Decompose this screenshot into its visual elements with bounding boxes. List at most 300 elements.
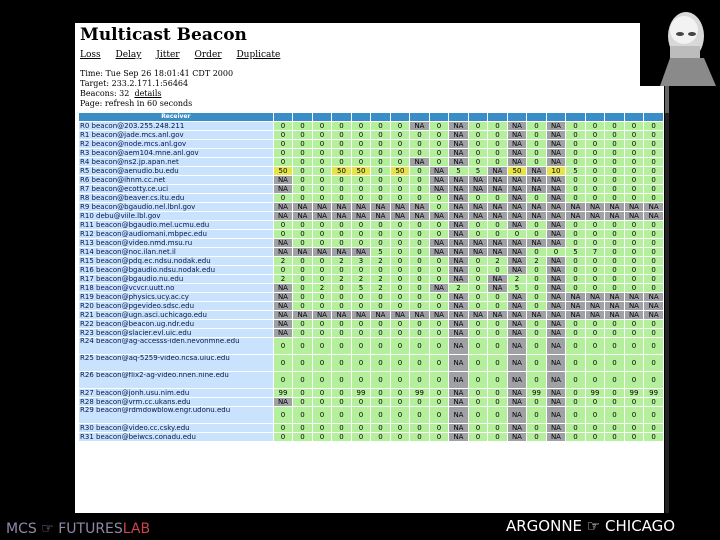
ok-cell[interactable]: 0 xyxy=(605,284,624,292)
ok-cell[interactable]: 0 xyxy=(644,320,663,328)
ok-cell[interactable]: 0 xyxy=(410,329,429,337)
ok-cell[interactable]: 0 xyxy=(332,185,351,193)
ok-cell[interactable]: 0 xyxy=(332,158,351,166)
na-cell[interactable]: NA xyxy=(449,149,468,157)
ok-cell[interactable]: 0 xyxy=(352,302,371,310)
na-cell[interactable]: NA xyxy=(352,203,371,211)
ok-cell[interactable]: 0 xyxy=(313,329,332,337)
ok-cell[interactable]: 0 xyxy=(488,140,507,148)
vertical-scrollbar[interactable] xyxy=(665,23,669,513)
ok-cell[interactable]: 0 xyxy=(644,284,663,292)
ok-cell[interactable]: 99 xyxy=(644,389,663,397)
ok-cell[interactable]: 0 xyxy=(352,185,371,193)
ok-cell[interactable]: 0 xyxy=(410,167,429,175)
ok-cell[interactable]: 0 xyxy=(293,338,312,354)
ok-cell[interactable]: 0 xyxy=(586,167,605,175)
ok-cell[interactable]: 0 xyxy=(469,131,488,139)
na-cell[interactable]: NA xyxy=(508,176,527,184)
ok-cell[interactable]: 0 xyxy=(625,372,644,388)
ok-cell[interactable]: 0 xyxy=(586,122,605,130)
ok-cell[interactable]: 0 xyxy=(293,398,312,406)
ok-cell[interactable]: 0 xyxy=(371,131,390,139)
receiver-name[interactable]: R2 beacon@node.mcs.anl.gov xyxy=(79,140,273,148)
ok-cell[interactable]: 0 xyxy=(430,398,449,406)
ok-cell[interactable]: 0 xyxy=(527,424,546,432)
column-header-sender[interactable] xyxy=(625,113,644,121)
na-cell[interactable]: NA xyxy=(449,338,468,354)
ok-cell[interactable]: 0 xyxy=(527,372,546,388)
ok-cell[interactable]: 0 xyxy=(430,355,449,371)
ok-cell[interactable]: 0 xyxy=(410,176,429,184)
na-cell[interactable]: NA xyxy=(332,248,351,256)
receiver-name[interactable]: R10 debu@viile.lbl.gov xyxy=(79,212,273,220)
na-cell[interactable]: NA xyxy=(566,311,585,319)
ok-cell[interactable]: 0 xyxy=(391,230,410,238)
ok-cell[interactable]: 0 xyxy=(274,158,293,166)
ok-cell[interactable]: 0 xyxy=(410,194,429,202)
ok-cell[interactable]: 0 xyxy=(586,239,605,247)
na-cell[interactable]: NA xyxy=(313,203,332,211)
ok-cell[interactable]: 0 xyxy=(391,329,410,337)
ok-cell[interactable]: 0 xyxy=(332,131,351,139)
na-cell[interactable]: NA xyxy=(547,293,566,301)
ok-cell[interactable]: 0 xyxy=(527,398,546,406)
ok-cell[interactable]: 0 xyxy=(313,407,332,423)
ok-cell[interactable]: 0 xyxy=(566,433,585,441)
ok-cell[interactable]: 0 xyxy=(625,185,644,193)
column-header-sender[interactable] xyxy=(410,113,429,121)
ok-cell[interactable]: 0 xyxy=(313,398,332,406)
ok-cell[interactable]: 0 xyxy=(371,122,390,130)
na-cell[interactable]: NA xyxy=(644,212,663,220)
ok-cell[interactable]: 0 xyxy=(391,158,410,166)
ok-cell[interactable]: 0 xyxy=(644,355,663,371)
ok-cell[interactable]: 0 xyxy=(527,248,546,256)
ok-cell[interactable]: 0 xyxy=(332,239,351,247)
ok-cell[interactable]: 0 xyxy=(274,433,293,441)
na-cell[interactable]: NA xyxy=(469,176,488,184)
na-cell[interactable]: NA xyxy=(527,239,546,247)
ok-cell[interactable]: 0 xyxy=(625,398,644,406)
nav-jitter-link[interactable]: Jitter xyxy=(156,50,180,60)
nav-loss-link[interactable]: Loss xyxy=(80,50,101,60)
column-header-sender[interactable] xyxy=(527,113,546,121)
ok-cell[interactable]: 0 xyxy=(410,320,429,328)
na-cell[interactable]: NA xyxy=(547,424,566,432)
ok-cell[interactable]: 5 xyxy=(352,284,371,292)
ok-cell[interactable]: 0 xyxy=(586,320,605,328)
ok-cell[interactable]: 0 xyxy=(566,389,585,397)
ok-cell[interactable]: 0 xyxy=(313,257,332,265)
na-cell[interactable]: NA xyxy=(547,257,566,265)
ok-cell[interactable]: 0 xyxy=(410,257,429,265)
column-header-sender[interactable] xyxy=(371,113,390,121)
receiver-name[interactable]: R27 beacon@jonh.usu.nim.edu xyxy=(79,389,273,397)
ok-cell[interactable]: 0 xyxy=(644,239,663,247)
ok-cell[interactable]: 0 xyxy=(313,167,332,175)
na-cell[interactable]: NA xyxy=(371,311,390,319)
ok-cell[interactable]: 0 xyxy=(332,320,351,328)
receiver-name[interactable]: R15 beacon@pdq.ec.ndsu.nodak.edu xyxy=(79,257,273,265)
ok-cell[interactable]: 0 xyxy=(566,194,585,202)
ok-cell[interactable]: 0 xyxy=(430,293,449,301)
ok-cell[interactable]: 0 xyxy=(332,293,351,301)
na-cell[interactable]: NA xyxy=(449,230,468,238)
ok-cell[interactable]: 0 xyxy=(488,131,507,139)
ok-cell[interactable]: 0 xyxy=(605,257,624,265)
na-cell[interactable]: NA xyxy=(469,212,488,220)
ok-cell[interactable]: 0 xyxy=(352,158,371,166)
ok-cell[interactable]: 0 xyxy=(488,329,507,337)
na-cell[interactable]: NA xyxy=(449,212,468,220)
ok-cell[interactable]: 0 xyxy=(566,185,585,193)
ok-cell[interactable]: 0 xyxy=(352,149,371,157)
na-cell[interactable]: NA xyxy=(410,203,429,211)
ok-cell[interactable]: 0 xyxy=(469,389,488,397)
ok-cell[interactable]: 0 xyxy=(625,194,644,202)
na-cell[interactable]: NA xyxy=(527,176,546,184)
ok-cell[interactable]: 0 xyxy=(469,275,488,283)
na-cell[interactable]: NA xyxy=(566,293,585,301)
ok-cell[interactable]: 2 xyxy=(274,275,293,283)
receiver-name[interactable]: R19 beacon@physics.ucy.ac.cy xyxy=(79,293,273,301)
ok-cell[interactable]: 0 xyxy=(488,266,507,274)
ok-cell[interactable]: 0 xyxy=(644,230,663,238)
ok-cell[interactable]: 0 xyxy=(644,221,663,229)
na-cell[interactable]: NA xyxy=(449,320,468,328)
column-header-sender[interactable] xyxy=(352,113,371,121)
ok-cell[interactable]: 0 xyxy=(586,230,605,238)
ok-cell[interactable]: 0 xyxy=(313,338,332,354)
ok-cell[interactable]: 0 xyxy=(410,248,429,256)
column-header-sender[interactable] xyxy=(644,113,663,121)
ok-cell[interactable]: 0 xyxy=(371,293,390,301)
ok-cell[interactable]: 0 xyxy=(371,372,390,388)
ok-cell[interactable]: 0 xyxy=(586,329,605,337)
ok-cell[interactable]: 0 xyxy=(313,433,332,441)
na-cell[interactable]: NA xyxy=(508,131,527,139)
ok-cell[interactable]: 0 xyxy=(410,398,429,406)
ok-cell[interactable]: 0 xyxy=(371,185,390,193)
ok-cell[interactable]: 0 xyxy=(391,372,410,388)
ok-cell[interactable]: 0 xyxy=(410,338,429,354)
column-header-sender[interactable] xyxy=(605,113,624,121)
na-cell[interactable]: NA xyxy=(508,329,527,337)
ok-cell[interactable]: 0 xyxy=(488,372,507,388)
ok-cell[interactable]: 0 xyxy=(430,433,449,441)
na-cell[interactable]: NA xyxy=(605,302,624,310)
ok-cell[interactable]: 0 xyxy=(625,158,644,166)
ok-cell[interactable]: 0 xyxy=(332,338,351,354)
ok-cell[interactable]: 0 xyxy=(410,284,429,292)
ok-cell[interactable]: 0 xyxy=(274,407,293,423)
receiver-name[interactable]: R14 beacon@noc.ilan.net.il xyxy=(79,248,273,256)
na-cell[interactable]: NA xyxy=(644,293,663,301)
ok-cell[interactable]: 0 xyxy=(352,407,371,423)
receiver-name[interactable]: R16 beacon@bgaudio.ndsu.nodak.edu xyxy=(79,266,273,274)
ok-cell[interactable]: 0 xyxy=(566,221,585,229)
na-cell[interactable]: NA xyxy=(508,158,527,166)
ok-cell[interactable]: 0 xyxy=(644,176,663,184)
ok-cell[interactable]: 0 xyxy=(644,248,663,256)
na-cell[interactable]: NA xyxy=(313,212,332,220)
ok-cell[interactable]: 0 xyxy=(605,194,624,202)
na-cell[interactable]: NA xyxy=(449,389,468,397)
ok-cell[interactable]: 0 xyxy=(313,424,332,432)
ok-cell[interactable]: 0 xyxy=(605,398,624,406)
na-cell[interactable]: NA xyxy=(508,212,527,220)
ok-cell[interactable]: 99 xyxy=(352,389,371,397)
ok-cell[interactable]: 0 xyxy=(644,122,663,130)
na-cell[interactable]: NA xyxy=(352,248,371,256)
na-cell[interactable]: NA xyxy=(449,248,468,256)
na-cell[interactable]: NA xyxy=(449,424,468,432)
column-header-sender[interactable] xyxy=(449,113,468,121)
ok-cell[interactable]: 5 xyxy=(449,167,468,175)
ok-cell[interactable]: 0 xyxy=(293,221,312,229)
ok-cell[interactable]: 0 xyxy=(371,320,390,328)
ok-cell[interactable]: 0 xyxy=(566,149,585,157)
ok-cell[interactable]: 0 xyxy=(410,355,429,371)
na-cell[interactable]: NA xyxy=(488,203,507,211)
na-cell[interactable]: NA xyxy=(430,167,449,175)
ok-cell[interactable]: 0 xyxy=(527,275,546,283)
ok-cell[interactable]: 0 xyxy=(391,239,410,247)
ok-cell[interactable]: 0 xyxy=(371,407,390,423)
ok-cell[interactable]: 0 xyxy=(274,424,293,432)
ok-cell[interactable]: 0 xyxy=(371,302,390,310)
na-cell[interactable]: NA xyxy=(488,239,507,247)
na-cell[interactable]: NA xyxy=(508,149,527,157)
ok-cell[interactable]: 0 xyxy=(293,389,312,397)
ok-cell[interactable]: 0 xyxy=(274,194,293,202)
ok-cell[interactable]: 0 xyxy=(605,131,624,139)
ok-cell[interactable]: 0 xyxy=(391,338,410,354)
column-header-sender[interactable] xyxy=(469,113,488,121)
na-cell[interactable]: NA xyxy=(430,185,449,193)
na-cell[interactable]: NA xyxy=(293,203,312,211)
na-cell[interactable]: NA xyxy=(625,311,644,319)
na-cell[interactable]: NA xyxy=(586,203,605,211)
na-cell[interactable]: NA xyxy=(469,311,488,319)
nav-delay-link[interactable]: Delay xyxy=(115,50,142,60)
ok-cell[interactable]: 0 xyxy=(469,122,488,130)
loss-cell[interactable]: 50 xyxy=(332,167,351,175)
ok-cell[interactable]: 0 xyxy=(527,302,546,310)
ok-cell[interactable]: 0 xyxy=(313,355,332,371)
na-cell[interactable]: NA xyxy=(605,212,624,220)
ok-cell[interactable]: 0 xyxy=(313,221,332,229)
ok-cell[interactable]: 0 xyxy=(332,176,351,184)
ok-cell[interactable]: 0 xyxy=(605,433,624,441)
na-cell[interactable]: NA xyxy=(586,293,605,301)
ok-cell[interactable]: 0 xyxy=(566,230,585,238)
receiver-name[interactable]: R9 beacon@bgaudio.nel.lbnl.gov xyxy=(79,203,273,211)
na-cell[interactable]: NA xyxy=(469,185,488,193)
ok-cell[interactable]: 0 xyxy=(586,131,605,139)
ok-cell[interactable]: 99 xyxy=(625,389,644,397)
ok-cell[interactable]: 0 xyxy=(332,302,351,310)
ok-cell[interactable]: 0 xyxy=(644,140,663,148)
ok-cell[interactable]: 0 xyxy=(371,176,390,184)
ok-cell[interactable]: 0 xyxy=(625,149,644,157)
receiver-name[interactable]: R22 beacon@beacon.ug.ndr.edu xyxy=(79,320,273,328)
ok-cell[interactable]: 0 xyxy=(274,122,293,130)
ok-cell[interactable]: 0 xyxy=(527,355,546,371)
ok-cell[interactable]: 99 xyxy=(410,389,429,397)
ok-cell[interactable]: 0 xyxy=(605,248,624,256)
ok-cell[interactable]: 0 xyxy=(430,389,449,397)
ok-cell[interactable]: 0 xyxy=(293,355,312,371)
ok-cell[interactable]: 0 xyxy=(410,221,429,229)
ok-cell[interactable]: 0 xyxy=(605,122,624,130)
ok-cell[interactable]: 0 xyxy=(293,158,312,166)
na-cell[interactable]: NA xyxy=(371,212,390,220)
na-cell[interactable]: NA xyxy=(274,185,293,193)
na-cell[interactable]: NA xyxy=(508,338,527,354)
ok-cell[interactable]: 0 xyxy=(430,230,449,238)
na-cell[interactable]: NA xyxy=(547,239,566,247)
ok-cell[interactable]: 0 xyxy=(391,176,410,184)
ok-cell[interactable]: 0 xyxy=(293,424,312,432)
ok-cell[interactable]: 0 xyxy=(625,284,644,292)
ok-cell[interactable]: 0 xyxy=(410,239,429,247)
ok-cell[interactable]: 0 xyxy=(586,158,605,166)
ok-cell[interactable]: 0 xyxy=(410,230,429,238)
na-cell[interactable]: NA xyxy=(508,266,527,274)
ok-cell[interactable]: 0 xyxy=(293,266,312,274)
ok-cell[interactable]: 0 xyxy=(410,275,429,283)
ok-cell[interactable]: 0 xyxy=(313,389,332,397)
na-cell[interactable]: NA xyxy=(410,158,429,166)
na-cell[interactable]: NA xyxy=(605,203,624,211)
na-cell[interactable]: NA xyxy=(430,212,449,220)
ok-cell[interactable]: 0 xyxy=(469,266,488,274)
ok-cell[interactable]: 0 xyxy=(527,266,546,274)
ok-cell[interactable]: 0 xyxy=(352,176,371,184)
ok-cell[interactable]: 0 xyxy=(644,257,663,265)
ok-cell[interactable]: 0 xyxy=(391,355,410,371)
ok-cell[interactable]: 0 xyxy=(371,355,390,371)
na-cell[interactable]: NA xyxy=(449,302,468,310)
ok-cell[interactable]: 0 xyxy=(352,355,371,371)
na-cell[interactable]: NA xyxy=(508,194,527,202)
ok-cell[interactable]: 0 xyxy=(625,176,644,184)
ok-cell[interactable]: 0 xyxy=(332,194,351,202)
na-cell[interactable]: NA xyxy=(508,389,527,397)
na-cell[interactable]: NA xyxy=(332,212,351,220)
ok-cell[interactable]: 0 xyxy=(547,248,566,256)
ok-cell[interactable]: 0 xyxy=(605,329,624,337)
ok-cell[interactable]: 0 xyxy=(391,185,410,193)
ok-cell[interactable]: 0 xyxy=(391,131,410,139)
na-cell[interactable]: NA xyxy=(449,122,468,130)
ok-cell[interactable]: 0 xyxy=(527,407,546,423)
ok-cell[interactable]: 0 xyxy=(274,355,293,371)
ok-cell[interactable]: 0 xyxy=(430,275,449,283)
ok-cell[interactable]: 0 xyxy=(488,302,507,310)
ok-cell[interactable]: 0 xyxy=(586,424,605,432)
ok-cell[interactable]: 0 xyxy=(313,239,332,247)
na-cell[interactable]: NA xyxy=(449,194,468,202)
ok-cell[interactable]: 0 xyxy=(313,185,332,193)
na-cell[interactable]: NA xyxy=(547,398,566,406)
ok-cell[interactable]: 0 xyxy=(352,320,371,328)
ok-cell[interactable]: 0 xyxy=(352,230,371,238)
na-cell[interactable]: NA xyxy=(547,355,566,371)
na-cell[interactable]: NA xyxy=(566,212,585,220)
ok-cell[interactable]: 0 xyxy=(625,131,644,139)
ok-cell[interactable]: 0 xyxy=(371,424,390,432)
ok-cell[interactable]: 0 xyxy=(293,167,312,175)
details-link[interactable]: details xyxy=(134,89,162,98)
ok-cell[interactable]: 0 xyxy=(527,329,546,337)
ok-cell[interactable]: 0 xyxy=(430,424,449,432)
ok-cell[interactable]: 0 xyxy=(469,140,488,148)
ok-cell[interactable]: 0 xyxy=(586,257,605,265)
ok-cell[interactable]: 0 xyxy=(488,221,507,229)
ok-cell[interactable]: 2 xyxy=(449,284,468,292)
ok-cell[interactable]: 0 xyxy=(313,131,332,139)
na-cell[interactable]: NA xyxy=(352,311,371,319)
ok-cell[interactable]: 0 xyxy=(352,433,371,441)
ok-cell[interactable]: 0 xyxy=(566,122,585,130)
ok-cell[interactable]: 0 xyxy=(313,372,332,388)
ok-cell[interactable]: 0 xyxy=(566,372,585,388)
ok-cell[interactable]: 0 xyxy=(293,239,312,247)
na-cell[interactable]: NA xyxy=(547,131,566,139)
receiver-name[interactable]: R11 beacon@bgaudio.mel.ucmu.edu xyxy=(79,221,273,229)
ok-cell[interactable]: 0 xyxy=(430,266,449,274)
na-cell[interactable]: NA xyxy=(274,203,293,211)
ok-cell[interactable]: 0 xyxy=(586,266,605,274)
ok-cell[interactable]: 0 xyxy=(625,407,644,423)
ok-cell[interactable]: 0 xyxy=(410,266,429,274)
ok-cell[interactable]: 0 xyxy=(586,433,605,441)
ok-cell[interactable]: 0 xyxy=(410,293,429,301)
ok-cell[interactable]: 0 xyxy=(313,149,332,157)
receiver-name[interactable]: R21 beacon@ugn.asci.uchicago.edu xyxy=(79,311,273,319)
ok-cell[interactable]: 0 xyxy=(605,239,624,247)
ok-cell[interactable]: 0 xyxy=(293,185,312,193)
ok-cell[interactable]: 0 xyxy=(352,398,371,406)
receiver-name[interactable]: R23 beacon@slacier.evl.uic.edu xyxy=(79,329,273,337)
na-cell[interactable]: NA xyxy=(547,407,566,423)
ok-cell[interactable]: 0 xyxy=(566,407,585,423)
receiver-name[interactable]: R31 beacon@beiwcs.conadu.edu xyxy=(79,433,273,441)
na-cell[interactable]: NA xyxy=(488,275,507,283)
receiver-name[interactable]: R20 beacon@pgevideo.sdsc.edu xyxy=(79,302,273,310)
receiver-name[interactable]: R4 beacon@ns2.jp.apan.net xyxy=(79,158,273,166)
ok-cell[interactable]: 0 xyxy=(391,398,410,406)
ok-cell[interactable]: 0 xyxy=(644,407,663,423)
ok-cell[interactable]: 0 xyxy=(586,140,605,148)
na-cell[interactable]: NA xyxy=(274,320,293,328)
ok-cell[interactable]: 0 xyxy=(274,221,293,229)
ok-cell[interactable]: 0 xyxy=(605,407,624,423)
ok-cell[interactable]: 0 xyxy=(313,302,332,310)
ok-cell[interactable]: 0 xyxy=(293,372,312,388)
ok-cell[interactable]: 0 xyxy=(332,221,351,229)
ok-cell[interactable]: 0 xyxy=(527,131,546,139)
na-cell[interactable]: NA xyxy=(527,212,546,220)
na-cell[interactable]: NA xyxy=(547,158,566,166)
ok-cell[interactable]: 0 xyxy=(644,433,663,441)
ok-cell[interactable]: 0 xyxy=(625,239,644,247)
na-cell[interactable]: NA xyxy=(566,302,585,310)
ok-cell[interactable]: 0 xyxy=(332,389,351,397)
receiver-name[interactable]: R17 beacon@bgaudio.nu.edu xyxy=(79,275,273,283)
